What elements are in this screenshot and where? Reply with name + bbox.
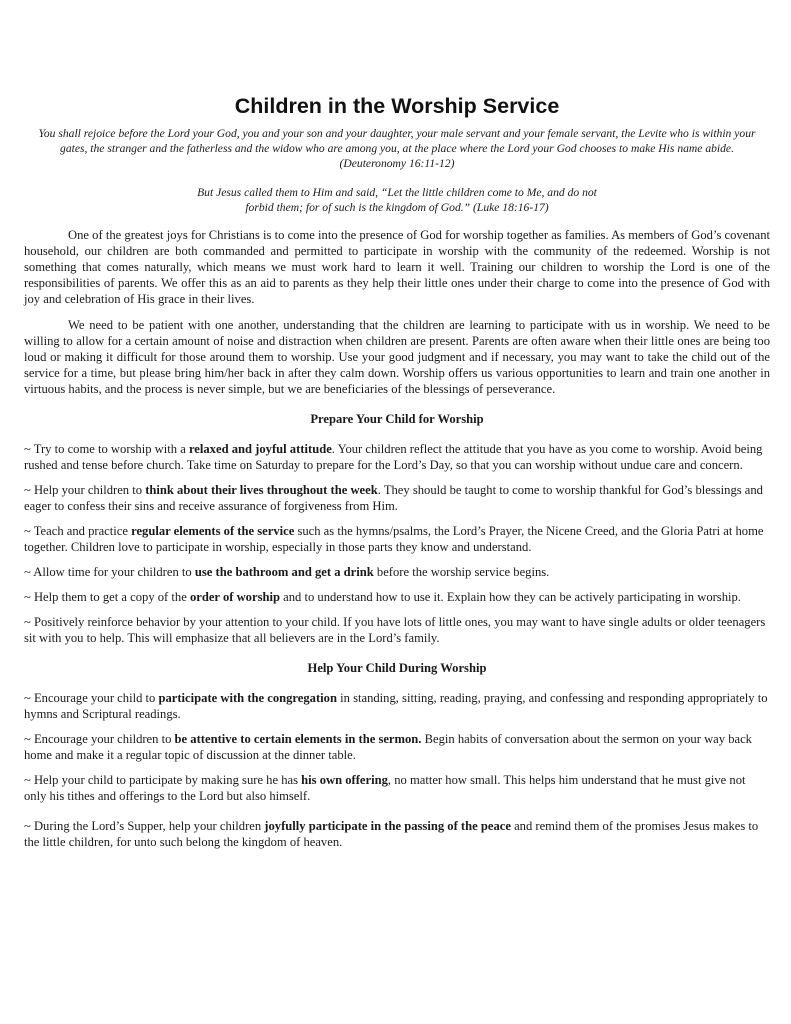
list-item: ~ During the Lord’s Supper, help your children joyfully participate in the passing of the peace and remind them of the promises Jesus makes to the little children, for unto such belong the kingdom of heaven. [24,819,759,849]
list-item: ~ Positively reinforce behavior by your attention to your child. If you have lots of little ones, you may want to have single adults or older teenagers sit with you to help. This will emphasize that all believers are in the Lord’s family. [24,615,766,645]
list-item: ~ Allow time for your children to use the bathroom and get a drink before the worship service begins. [24,565,550,579]
intro-paragraph: One of the greatest joys for Christians is to come into the presence of God for worship together as families. As members of God’s covenant household, our children are both commanded and permitted to participate in worship with the community of the redeemed. Worship is not something that comes naturally, which means we must work hard to learn it well. Training our children to worship the Lord is one of the responsibilities of parents. We offer this as an aid to parents as they help their little ones under their charge to come into the presence of God with joy and celebration of His grace in their lives. [24,228,770,306]
list-item: ~ Help your children to think about their lives throughout the week. They should be taught to come to worship thankful for God’s blessings and eager to confess their sins and receive assurance of forgiveness from Him. [24,483,763,513]
list-item: ~ Try to come to worship with a relaxed and joyful attitude. Your children reflect the attitude that you have as you come to worship. Avoid being rushed and tense before church. Take time on Saturday to prepare for the Lord’s Day, so that you can worship without undue care and concern. [24,442,763,472]
scripture-quote-luke: But Jesus called them to Him and said, “Let the little children come to Me, and do not forbid them; for of such is the kingdom of God.” (Luke 18:16-17) [197,186,597,214]
list-item: ~ Help your child to participate by making sure he has his own offering, no matter how small. This helps him understand that he must give not only his tithes and offerings to the Lord but also himself. [24,773,746,803]
list-item: ~ Teach and practice regular elements of the service such as the hymns/psalms, the Lord’s Prayer, the Nicene Creed, and the Gloria Patri at home together. Children love to participate in worship, especially in those parts they know and understand. [24,524,764,554]
list-item: ~ Encourage your child to participate with the congregation in standing, sitting, reading, praying, and confessing and responding appropriately to hymns and Scriptural readings. [24,691,768,721]
document-page [24,92,770,859]
scripture-quote-deuteronomy: You shall rejoice before the Lord your God, you and your son and your daughter, your male servant and your female servant, the Levite who is within your gates, the stranger and the fatherless and the widow who are among you, at the place where the Lord your God chooses to make His name abide. (Deuteronomy 16:11-12) [38,127,756,170]
patience-paragraph: We need to be patient with one another, understanding that the children are learning to participate with us in worship. We need to be willing to allow for a certain amount of noise and distraction when children are present. Parents are often aware when their little ones are being too loud or making it difficult for those around them to worship. Use your good judgment and if necessary, you may want to take the child out of the service for a time, but please bring him/her back in after they calm down. Worship offers us various opportunities to learn and train one another in virtuous habits, and the process is never simple, but we are beneficiaries of the blessings of perseverance. [24,318,770,396]
list-item: ~ Encourage your children to be attentive to certain elements in the sermon. Begin habits of conversation about the sermon on your way back home and make it a regular topic of discussion at the dinner table. [24,732,752,762]
section-heading-during: Help Your Child During Worship [307,661,487,675]
section-heading-prepare: Prepare Your Child for Worship [310,412,484,426]
page-title: Children in the Worship Service [234,94,560,118]
list-item: ~ Help them to get a copy of the order of worship and to understand how to use it. Explain how they can be actively participating in worship. [24,590,741,604]
